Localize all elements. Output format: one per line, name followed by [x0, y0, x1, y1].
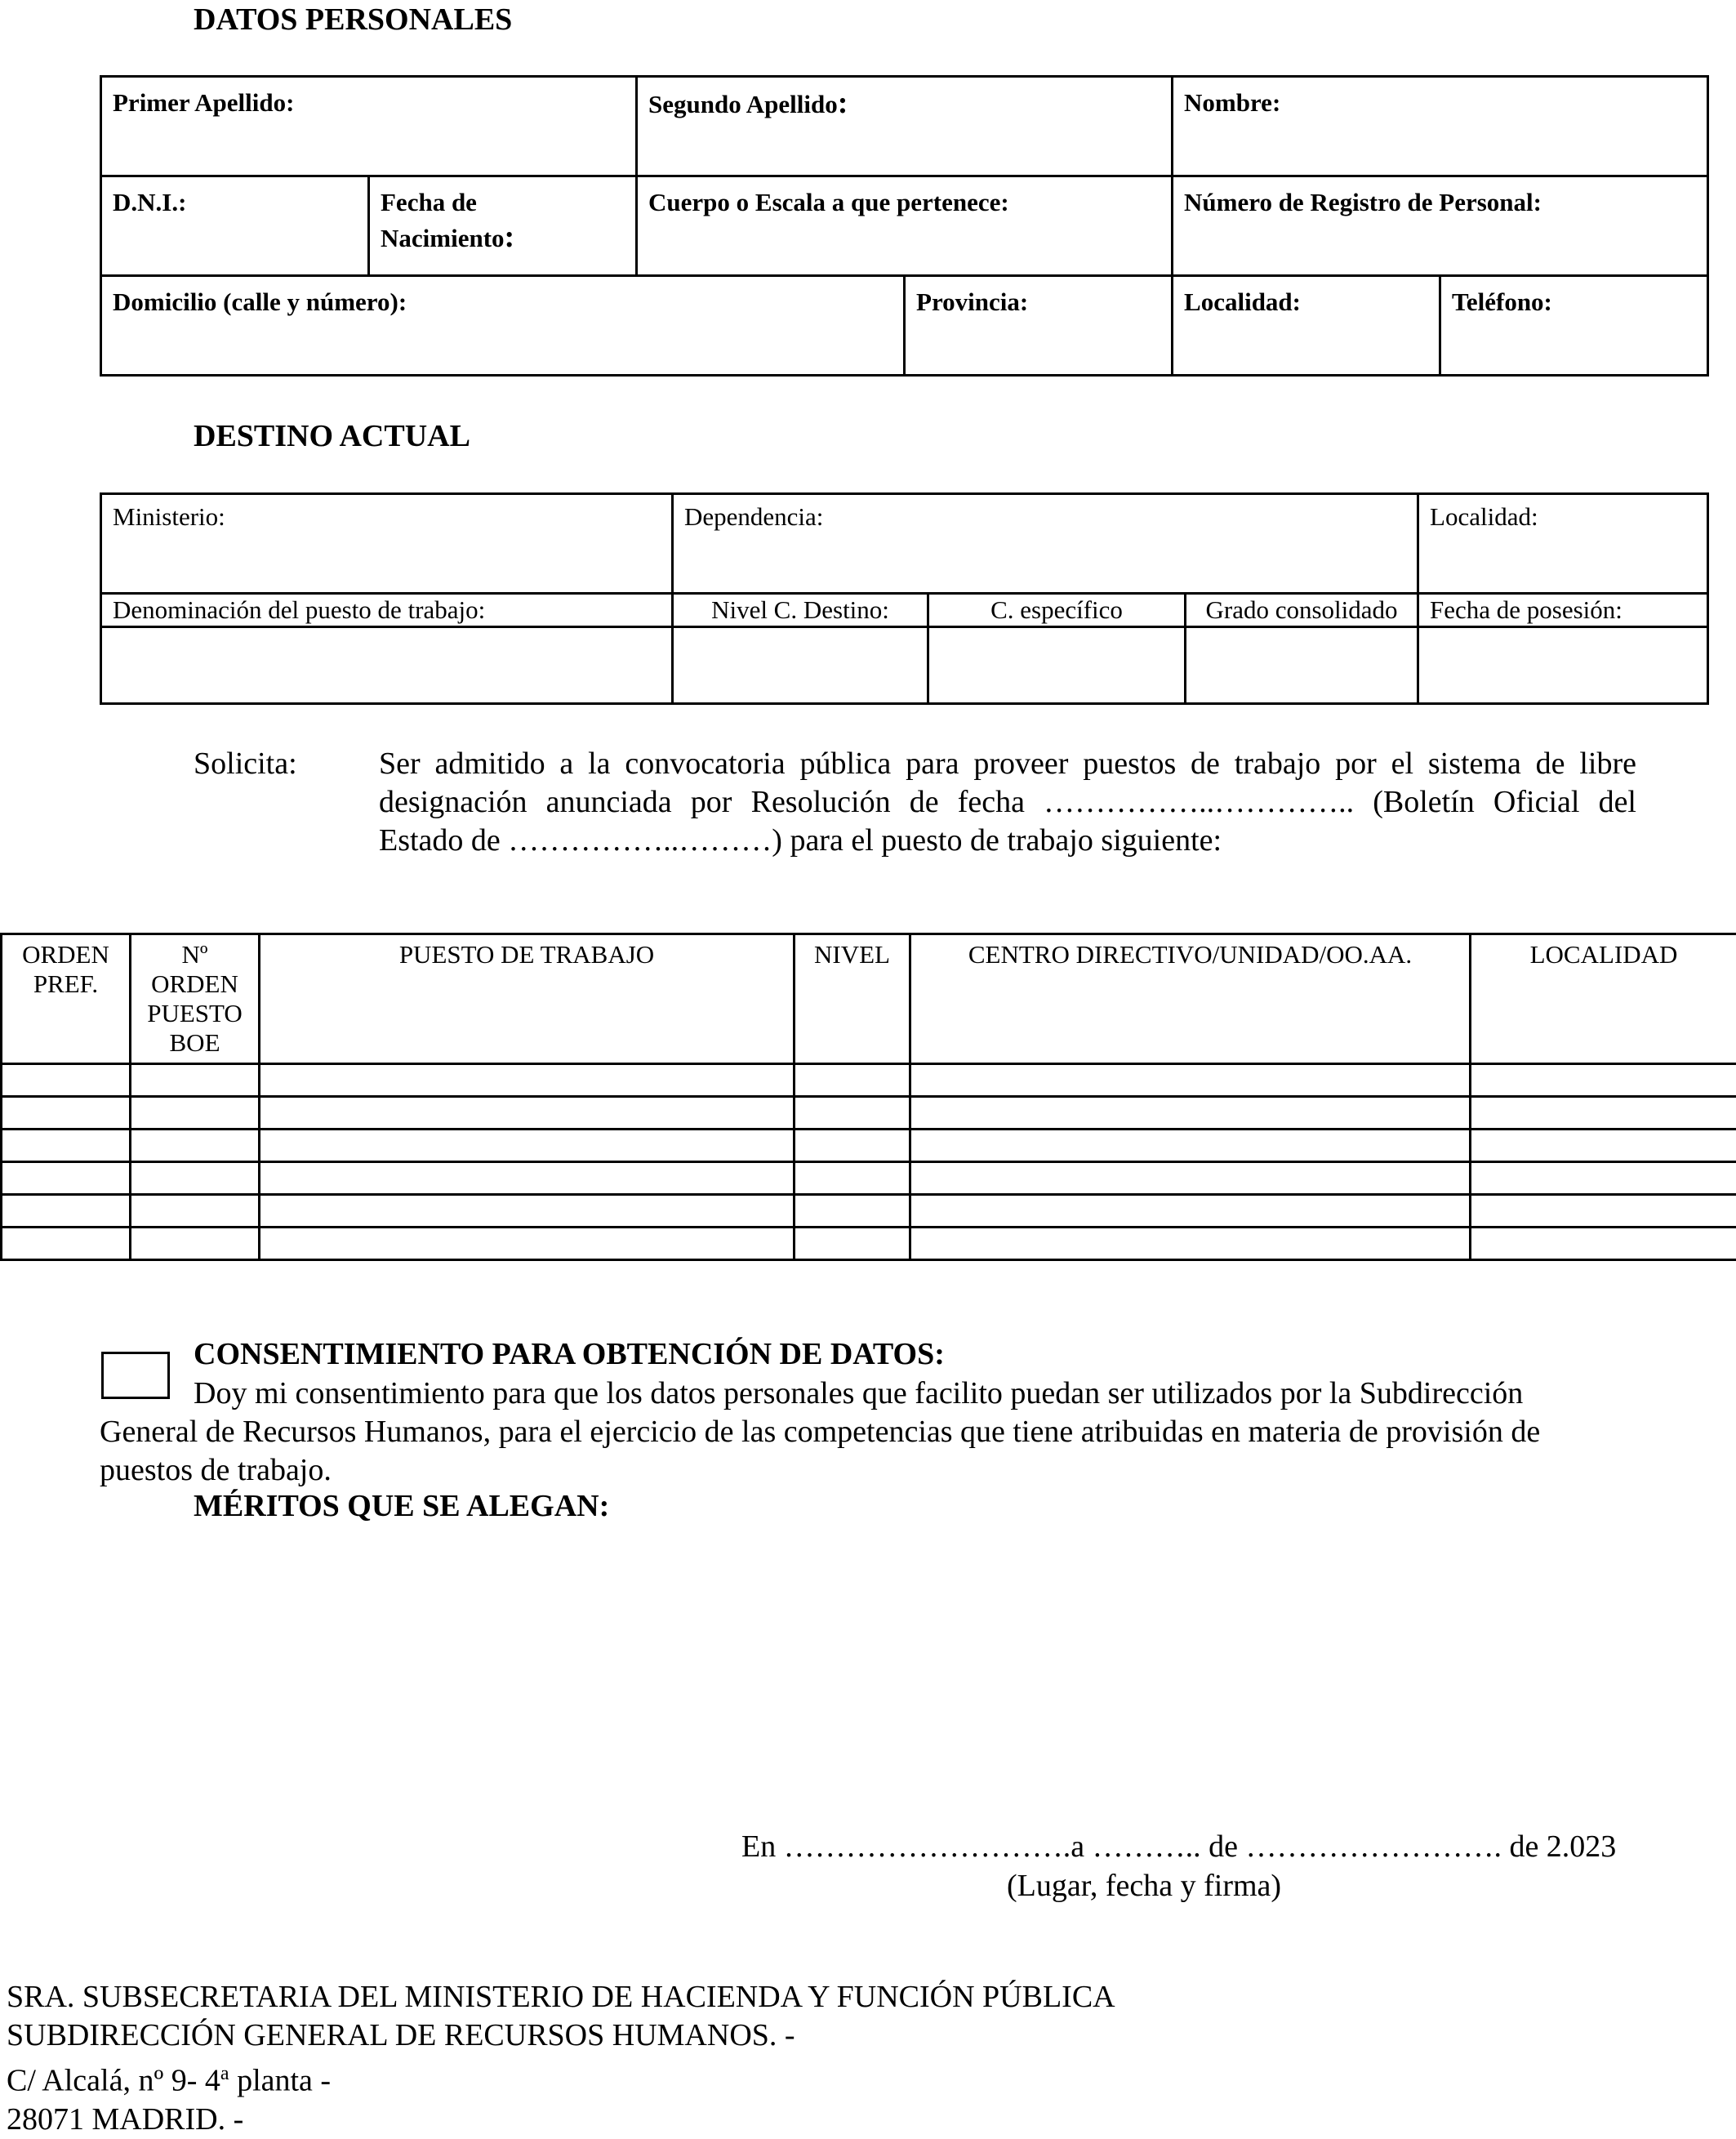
- recipient-line-4: 28071 MADRID. -: [7, 2101, 1115, 2139]
- nivel-destino-input[interactable]: [673, 627, 928, 704]
- provincia-label: Provincia:: [916, 287, 1028, 316]
- table-row: [2, 1097, 1736, 1130]
- centro-directivo-cell[interactable]: [910, 1130, 1471, 1162]
- solicita-line-2: designación anunciada por Resolución de fecha ……………..………….. (Boletín Oficial del: [379, 783, 1636, 822]
- denominacion-header: Denominación del puesto de trabajo:: [101, 594, 673, 627]
- recipient-address: [7, 1978, 1115, 2139]
- recipient-line-3: C/ Alcalá, nº 9- 4$^a$ planta -: [7, 2055, 1115, 2101]
- signature-line: En ……………………….a ……….. de ……………………. de 2.023: [741, 1828, 1616, 1866]
- recipient-line-1: SRA. SUBSECRETARIA DEL MINISTERIO DE HACIENDA Y FUNCIÓN PÚBLICA: [7, 1978, 1115, 2016]
- centro-directivo-cell[interactable]: [910, 1097, 1471, 1130]
- segundo-apellido-label: Segundo Apellido:: [648, 90, 848, 118]
- solicita-line-1: Ser admitido a la convocatoria pública para proveer puestos de trabajo por el sistema de libre: [379, 745, 1636, 783]
- numero-orden-boe-cell[interactable]: [131, 1064, 260, 1097]
- domicilio-field[interactable]: [101, 276, 905, 376]
- table-row: [2, 1162, 1736, 1195]
- cuerpo-escala-field[interactable]: [637, 176, 1173, 276]
- localidad-cell[interactable]: [1471, 1162, 1736, 1195]
- puesto-trabajo-cell[interactable]: [260, 1064, 795, 1097]
- destino-table: [100, 492, 1709, 705]
- provincia-field[interactable]: [905, 276, 1173, 376]
- consent-title: CONSENTIMIENTO PARA OBTENCIÓN DE DATOS:: [194, 1336, 945, 1372]
- registro-personal-label: Número de Registro de Personal:: [1184, 188, 1542, 216]
- nombre-label: Nombre:: [1184, 88, 1280, 117]
- cuerpo-escala-label: Cuerpo o Escala a que pertenece:: [648, 188, 1009, 216]
- consent-line-1: Doy mi consentimiento para que los datos personales que facilito puedan ser utilizados por la Subdirección: [100, 1375, 1635, 1413]
- localidad-field[interactable]: [1173, 276, 1440, 376]
- primer-apellido-label: Primer Apellido:: [113, 88, 294, 117]
- consent-text: [100, 1375, 1635, 1490]
- puesto-trabajo-cell[interactable]: [260, 1162, 795, 1195]
- denominacion-input[interactable]: [101, 627, 673, 704]
- localidad-header: LOCALIDAD: [1471, 934, 1736, 1064]
- solicita-label: Solicita:: [194, 745, 297, 783]
- numero-orden-boe-cell[interactable]: [131, 1130, 260, 1162]
- solicita-text: [379, 745, 1636, 860]
- centro-directivo-cell[interactable]: [910, 1228, 1471, 1260]
- puesto-trabajo-cell[interactable]: [260, 1130, 795, 1162]
- nivel-cell[interactable]: [795, 1097, 910, 1130]
- nivel-cell[interactable]: [795, 1228, 910, 1260]
- segundo-apellido-field[interactable]: [637, 77, 1173, 176]
- fecha-posesion-header: Fecha de posesión:: [1418, 594, 1708, 627]
- centro-directivo-cell[interactable]: [910, 1195, 1471, 1228]
- table-row: [2, 1195, 1736, 1228]
- primer-apellido-field[interactable]: [101, 77, 637, 176]
- nivel-cell[interactable]: [795, 1064, 910, 1097]
- destino-localidad-label: Localidad:: [1430, 502, 1538, 531]
- nombre-field[interactable]: [1173, 77, 1708, 176]
- personal-data-table: [100, 75, 1709, 377]
- orden-pref-cell[interactable]: [2, 1097, 131, 1130]
- grado-consolidado-input[interactable]: [1186, 627, 1418, 704]
- nivel-cell[interactable]: [795, 1130, 910, 1162]
- centro-directivo-header: CENTRO DIRECTIVO/UNIDAD/OO.AA.: [910, 934, 1471, 1064]
- numero-orden-boe-header: Nº ORDEN PUESTO BOE: [131, 934, 260, 1064]
- nivel-header: NIVEL: [795, 934, 910, 1064]
- orden-pref-cell[interactable]: [2, 1228, 131, 1260]
- localidad-cell[interactable]: [1471, 1228, 1736, 1260]
- nivel-cell[interactable]: [795, 1162, 910, 1195]
- table-row: [2, 1064, 1736, 1097]
- localidad-cell[interactable]: [1471, 1195, 1736, 1228]
- localidad-cell[interactable]: [1471, 1064, 1736, 1097]
- fecha-nacimiento-field[interactable]: [369, 176, 637, 276]
- localidad-cell[interactable]: [1471, 1130, 1736, 1162]
- grado-consolidado-header: Grado consolidado: [1186, 594, 1418, 627]
- table-row: [2, 1130, 1736, 1162]
- ministerio-label: Ministerio:: [113, 502, 225, 531]
- section-title-destino-actual: DESTINO ACTUAL: [194, 418, 470, 454]
- dni-label: D.N.I.:: [113, 188, 186, 216]
- numero-orden-boe-cell[interactable]: [131, 1097, 260, 1130]
- telefono-field[interactable]: [1440, 276, 1708, 376]
- nivel-destino-header: Nivel C. Destino:: [673, 594, 928, 627]
- signature-caption: (Lugar, fecha y firma): [1007, 1867, 1281, 1905]
- table-row: [2, 1228, 1736, 1260]
- recipient-line-2: SUBDIRECCIÓN GENERAL DE RECURSOS HUMANOS. -: [7, 2016, 1115, 2055]
- dependencia-field[interactable]: [673, 494, 1418, 594]
- localidad-cell[interactable]: [1471, 1097, 1736, 1130]
- centro-directivo-cell[interactable]: [910, 1064, 1471, 1097]
- consent-line-3: puestos de trabajo.: [100, 1451, 1635, 1490]
- domicilio-label: Domicilio (calle y número):: [113, 287, 407, 316]
- nivel-cell[interactable]: [795, 1195, 910, 1228]
- section-title-datos-personales: DATOS PERSONALES: [194, 2, 512, 38]
- numero-orden-boe-cell[interactable]: [131, 1195, 260, 1228]
- orden-pref-cell[interactable]: [2, 1130, 131, 1162]
- section-title-meritos: MÉRITOS QUE SE ALEGAN:: [194, 1488, 609, 1524]
- consent-line-2: General de Recursos Humanos, para el ejercicio de las competencias que tiene atribuidas en materia de provisión de: [100, 1413, 1635, 1451]
- dni-field[interactable]: [101, 176, 369, 276]
- orden-pref-cell[interactable]: [2, 1195, 131, 1228]
- complemento-especifico-input[interactable]: [928, 627, 1186, 704]
- fecha-nacimiento-label: Fecha de Nacimiento:: [381, 188, 514, 252]
- fecha-posesion-input[interactable]: [1418, 627, 1708, 704]
- puesto-trabajo-cell[interactable]: [260, 1097, 795, 1130]
- numero-orden-boe-cell[interactable]: [131, 1228, 260, 1260]
- ministerio-field[interactable]: [101, 494, 673, 594]
- orden-pref-cell[interactable]: [2, 1162, 131, 1195]
- dependencia-label: Dependencia:: [684, 502, 823, 531]
- puesto-trabajo-cell[interactable]: [260, 1195, 795, 1228]
- orden-pref-header: ORDEN PREF.: [2, 934, 131, 1064]
- telefono-label: Teléfono:: [1452, 287, 1552, 316]
- solicita-line-3: Estado de ……………..………) para el puesto de trabajo siguiente:: [379, 822, 1636, 860]
- localidad-label: Localidad:: [1184, 287, 1301, 316]
- destino-localidad-field[interactable]: [1418, 494, 1708, 594]
- complemento-especifico-header: C. específico: [928, 594, 1186, 627]
- orden-pref-cell[interactable]: [2, 1064, 131, 1097]
- registro-personal-field[interactable]: [1173, 176, 1708, 276]
- numero-orden-boe-cell[interactable]: [131, 1162, 260, 1195]
- puesto-trabajo-cell[interactable]: [260, 1228, 795, 1260]
- puestos-table: [0, 933, 1736, 1261]
- centro-directivo-cell[interactable]: [910, 1162, 1471, 1195]
- puesto-trabajo-header: PUESTO DE TRABAJO: [260, 934, 795, 1064]
